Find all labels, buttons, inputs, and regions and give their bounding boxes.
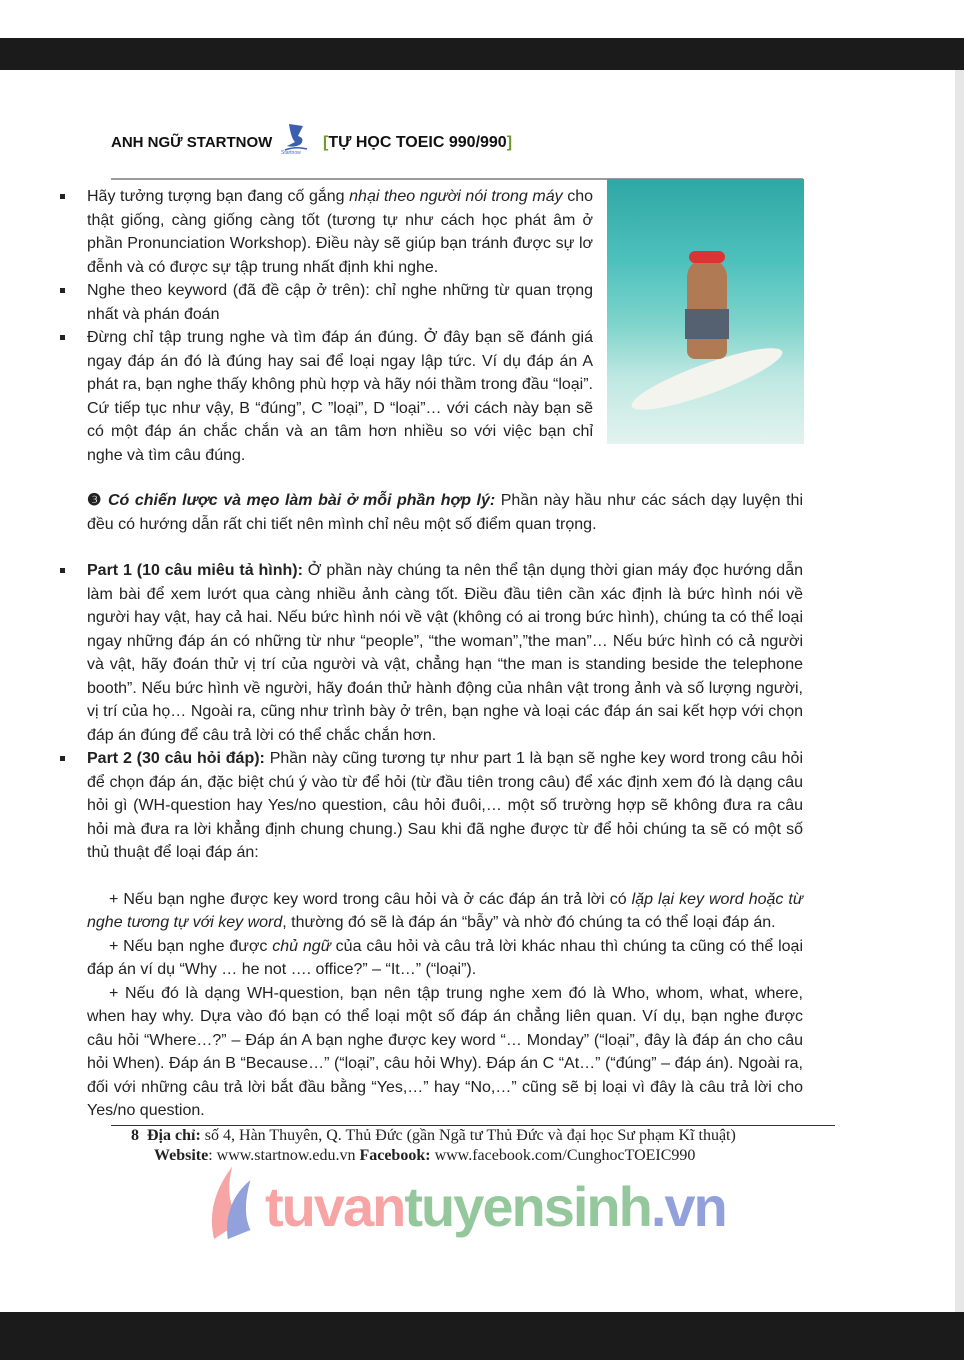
tip-paragraph: + Nếu đó là dạng WH-question, bạn nên tập trung nghe xem đó là Who, whom, what, where, when hay why. Dựa vào đó bạn có thể loại một số đáp án chẳng liên quan. Ví dụ, bạn nghe được câu hỏi “Where…?” – Đáp án A bạn nghe được key word “… Monday” (“loại”, đây là đáp án cho câu hỏi When). Đáp án B “Because…” (“loại”, câu hỏi Why). Đáp án C “At…” (“đúng” – đáp án). Ngoài ra, đối với những câu trả lời bắt đầu bằng “Yes,…” hay “No,…” cũng sẽ bị loại vì đây là câu trả lời cho Yes/no question. [87, 984, 803, 1119]
list-item: Đừng chỉ tập trung nghe và tìm đáp án đúng. Ở đây bạn sẽ đánh giá ngay đáp án đó là đúng hay sai để loại ngay lập tức. Ví dụ đáp án A phát ra, bạn nghe thấy không phù hợp và hãy nói thầm trong đầu “loại”. Cứ tiếp tục như vậy, B “đúng”, C ”loại”, D “loại”… với cách này bạn sẽ có một đáp án chắc chắn và an tâm hơn nhiều so với việc bạn chỉ nghe và tìm câu đúng. [87, 326, 803, 467]
course-title [323, 134, 512, 152]
page-header [111, 126, 803, 180]
facebook-link[interactable]: www.facebook.com/CunghocTOEIC990 [430, 1146, 696, 1164]
course-label: TỰ HỌC TOEIC 990/990 [328, 134, 507, 151]
part1-item: Part 1 (10 câu miêu tả hình): Ở phần này chúng ta nên thể tận dụng thời gian máy đọc hướng dẫn làm bài để xem lướt qua càng nhiều ảnh càng tốt. Điều đầu tiên cần xác định là bức hình nói về người hay vật, hay cả hai. Nếu bức hình nói về vật (không có ai trong bức hình), chúng ta có thể loại ngay những đáp án có những từ như “people”, “the woman”,”the man”… Nếu bức hình có cả người và vật, hãy đoán thử vị trí của người và vật, chẳng hạn “the man is standing beside the telephone booth”. Nếu bức hình về người, hãy đoán thử hành động của nhân vật trong ảnh và số lượng người, vị trí của họ… Ngoài ra, cũng như trình bày ở trên, bạn nghe và loại các đáp án sai kết hợp với chọn đáp án đúng để câu trả lời có thể chắc chắn hơn. [87, 559, 803, 747]
bracket: ] [506, 134, 513, 151]
list-item: Nghe theo keyword (đã đề cập ở trên): chỉ nghe những từ quan trọng nhất và phán đoán [87, 279, 803, 326]
viewer-bottom-bar [0, 1312, 964, 1360]
page-flow [87, 185, 803, 1240]
scrollbar-track[interactable] [955, 70, 964, 1312]
brand-name: ANH NGỮ STARTNOW [111, 134, 273, 151]
page-body [87, 185, 803, 1123]
footer-address: 8 Địa chỉ: số 4, Hàn Thuyên, Q. Thủ Đức (gần Ngã tư Thủ Đức và đại học Sư phạm Kĩ thuật) [131, 1126, 736, 1144]
website-link[interactable]: : www.startnow.edu.vn [208, 1146, 360, 1164]
logo-caption: Startnow [281, 150, 301, 156]
part2-item: Part 2 (30 câu hỏi đáp): Phần này cũng tương tự như part 1 là bạn sẽ nghe key word trong câu hỏi để chọn đáp án, đặc biệt chú ý vào từ để hỏi (từ đầu tiên trong câu) để xác định xem đó là dạng câu hỏi gì (WH-question hay Yes/no question, câu hỏi đuôi,… một số trường hợp sẽ không đưa ra câu hỏi mà đưa ra lời khẳng định chung chung.) Sau khi đã nghe được từ để hỏi chúng ta sẽ có một số thủ thuật để loại đáp án: [87, 747, 803, 865]
watermark-logo: tuvantuyensinh.vn [205, 1174, 803, 1240]
page-number: 8 [131, 1126, 139, 1144]
page-footer [111, 1125, 835, 1166]
viewer-top-bar [0, 38, 964, 70]
list-item: Hãy tưởng tượng bạn đang cố gắng nhại theo người nói trong máy cho thật giống, càng giống càng tốt (tương tự như cách học phát âm ở phần Pronunciation Workshop). Điều này sẽ giúp bạn tránh được sự lơ đễnh và có được sự tập trung nhất định khi nghe. [87, 185, 803, 279]
section-3-paragraph: ❸ Có chiến lược và mẹo làm bài ở mỗi phần hợp lý: Phần này hầu như các sách dạy luyện thi đều có hướng dẫn rất chi tiết nên mình chỉ nêu một số điểm quan trọng. [87, 492, 804, 533]
bracket: [ [323, 134, 329, 151]
tip-paragraph: + Nếu bạn nghe được chủ ngữ của câu hỏi và câu trả lời khác nhau thì chúng ta cũng có thể loại đáp án ví dụ “Why … he not …. office?” – “It…” (“loại”). [87, 937, 803, 978]
tip-paragraph: + Nếu bạn nghe được key word trong câu hỏi và ở các đáp án trả lời có lặp lại key word hoặc từ nghe tương tự với key word, thường đó sẽ là đáp án “bẫy” và nhờ đó chúng ta có thể loại đáp án. [87, 890, 803, 931]
footer-links: Website: www.startnow.edu.vn Facebook: www.facebook.com/CunghocTOEIC990 [154, 1146, 696, 1164]
